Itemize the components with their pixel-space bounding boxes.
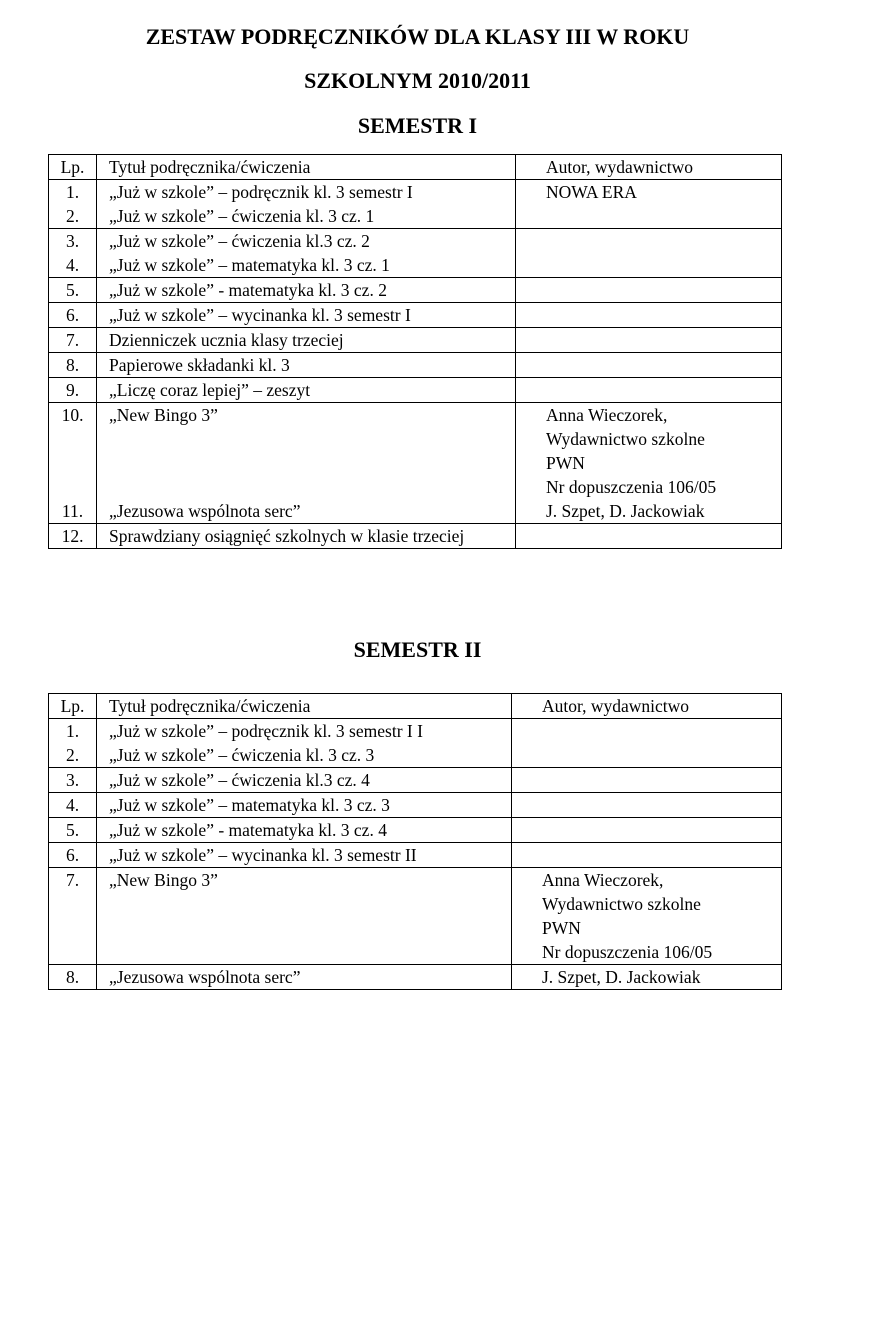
title-cell: „Już w szkole” – ćwiczenia kl.3 cz. 4 [97, 768, 512, 793]
author-cell [516, 278, 782, 303]
header-title: Tytuł podręcznika/ćwiczenia [97, 155, 516, 180]
document-title-line-1: ZESTAW PODRĘCZNIKÓW DLA KLASY III W ROKU [145, 24, 690, 49]
table-row [49, 793, 782, 818]
author-cell [516, 524, 782, 549]
lp-cell: 12. [49, 524, 97, 549]
author-cell: Anna Wieczorek, Wydawnictwo szkolne PWN Nr dopuszczenia 106/05 [512, 868, 782, 965]
title-cell: „Już w szkole” – matematyka kl. 3 cz. 3 [97, 793, 512, 818]
table-row [49, 353, 782, 378]
title-cell: „Już w szkole” - matematyka kl. 3 cz. 2 [97, 278, 516, 303]
author-cell [516, 353, 782, 378]
author-cell [516, 229, 782, 278]
table-row [49, 303, 782, 328]
table-row [49, 768, 782, 793]
author-cell [512, 793, 782, 818]
lp-cell: 8. [49, 965, 97, 990]
table-row [49, 843, 782, 868]
table-row [49, 524, 782, 549]
author-cell [516, 378, 782, 403]
table-row [49, 818, 782, 843]
title-cell: „Już w szkole” – podręcznik kl. 3 semestr I I „Już w szkole” – ćwiczenia kl. 3 cz. 3 [97, 719, 512, 768]
header-title: Tytuł podręcznika/ćwiczenia [97, 694, 512, 719]
header-lp: Lp. [49, 694, 97, 719]
table-row [49, 965, 782, 990]
lp-cell: 9. [49, 378, 97, 403]
table-row [49, 180, 782, 229]
header-author: Autor, wydawnictwo [516, 155, 782, 180]
semester-2-table [48, 693, 782, 990]
author-cell: Anna Wieczorek, Wydawnictwo szkolne PWN Nr dopuszczenia 106/05 J. Szpet, D. Jackowiak [516, 403, 782, 524]
title-cell: „Liczę coraz lepiej” – zeszyt [97, 378, 516, 403]
author-cell [516, 328, 782, 353]
title-cell: „New Bingo 3” [97, 868, 512, 965]
lp-cell: 5. [49, 818, 97, 843]
title-cell: „Już w szkole” – ćwiczenia kl.3 cz. 2 „Już w szkole” – matematyka kl. 3 cz. 1 [97, 229, 516, 278]
lp-cell: 6. [49, 303, 97, 328]
author-cell [516, 303, 782, 328]
semester-1-heading: SEMESTR I [357, 113, 478, 138]
table-row [49, 278, 782, 303]
author-cell [512, 843, 782, 868]
lp-cell: 7. [49, 328, 97, 353]
lp-cell: 7. [49, 868, 97, 965]
semester-2-heading: SEMESTR II [353, 637, 482, 662]
lp-cell: 3. 4. [49, 229, 97, 278]
document-title-line-2: SZKOLNYM 2010/2011 [304, 68, 531, 93]
title-cell: „New Bingo 3” „Jezusowa wspólnota serc” [97, 403, 516, 524]
author-cell: J. Szpet, D. Jackowiak [512, 965, 782, 990]
title-cell: Sprawdziany osiągnięć szkolnych w klasie trzeciej [97, 524, 516, 549]
title-cell: Papierowe składanki kl. 3 [97, 353, 516, 378]
table-header-row [49, 155, 782, 180]
table-row [49, 229, 782, 278]
lp-cell: 1. 2. [49, 180, 97, 229]
header-author: Autor, wydawnictwo [512, 694, 782, 719]
lp-cell: 4. [49, 793, 97, 818]
title-cell: „Już w szkole” – wycinanka kl. 3 semestr II [97, 843, 512, 868]
header-lp: Lp. [49, 155, 97, 180]
author-cell [512, 719, 782, 768]
title-cell: „Już w szkole” – podręcznik kl. 3 semestr I „Już w szkole” – ćwiczenia kl. 3 cz. 1 [97, 180, 516, 229]
author-cell [512, 818, 782, 843]
lp-cell: 6. [49, 843, 97, 868]
table-header-row [49, 694, 782, 719]
author-cell: NOWA ERA [516, 180, 782, 229]
title-cell: „Jezusowa wspólnota serc” [97, 965, 512, 990]
table-row [49, 403, 782, 524]
semester-1-table [48, 154, 782, 549]
title-cell: „Już w szkole” – wycinanka kl. 3 semestr I [97, 303, 516, 328]
table-row [49, 868, 782, 965]
lp-cell: 10. 11. [49, 403, 97, 524]
lp-cell: 3. [49, 768, 97, 793]
table-row [49, 378, 782, 403]
lp-cell: 1. 2. [49, 719, 97, 768]
lp-cell: 5. [49, 278, 97, 303]
table-row [49, 328, 782, 353]
author-cell [512, 768, 782, 793]
table-row [49, 719, 782, 768]
lp-cell: 8. [49, 353, 97, 378]
title-cell: Dzienniczek ucznia klasy trzeciej [97, 328, 516, 353]
title-cell: „Już w szkole” - matematyka kl. 3 cz. 4 [97, 818, 512, 843]
